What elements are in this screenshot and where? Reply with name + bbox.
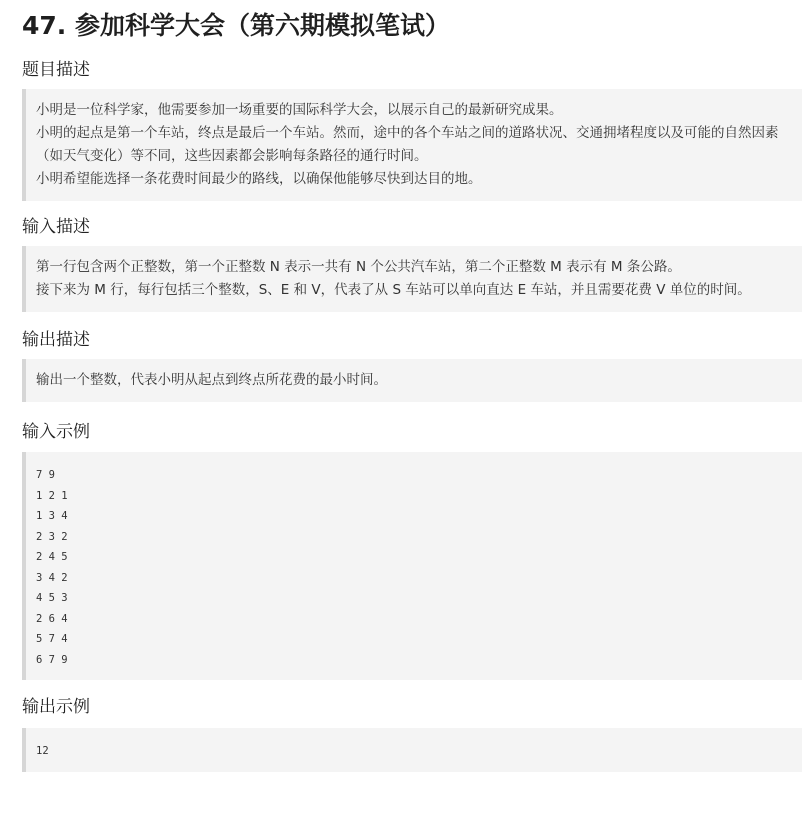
sample-output-code[interactable]: 12 (22, 728, 802, 772)
description-box (22, 89, 802, 201)
input-description-heading: 输入描述 (22, 217, 90, 237)
input-description-box (22, 246, 802, 312)
input-description-line: 接下来为 M 行，每行包括三个整数，S、E 和 V，代表了从 S 车站可以单向直达 E 车站，并且需要花费 V 单位的时间。 (36, 282, 751, 298)
output-description-box (22, 359, 802, 402)
description-line: 小明希望能选择一条花费时间最少的路线，以确保他能够尽快到达目的地。 (36, 171, 482, 187)
output-description-heading: 输出描述 (22, 330, 90, 350)
output-description-line: 输出一个整数，代表小明从起点到终点所花费的最小时间。 (36, 372, 387, 388)
sample-output-heading: 输出示例 (22, 697, 90, 717)
sample-input-code[interactable]: 7 9 1 2 1 1 3 4 2 3 2 2 4 5 3 4 2 4 5 3 2 6 4 5 7 4 6 7 9 (22, 452, 802, 680)
sample-input-heading: 输入示例 (22, 422, 90, 442)
description-line: 小明的起点是第一个车站，终点是最后一个车站。然而，途中的各个车站之间的道路状况、交通拥堵程度以及可能的自然因素（如天气变化）等不同，这些因素都会影响每条路径的通行时间。 (36, 125, 779, 164)
description-line: 小明是一位科学家，他需要参加一场重要的国际科学大会，以展示自己的最新研究成果。 (36, 102, 563, 118)
input-description-line: 第一行包含两个正整数，第一个正整数 N 表示一共有 N 个公共汽车站，第二个正整数 M 表示有 M 条公路。 (36, 259, 681, 275)
problem-title: 47. 参加科学大会（第六期模拟笔试） (22, 11, 450, 40)
description-heading: 题目描述 (22, 60, 90, 80)
